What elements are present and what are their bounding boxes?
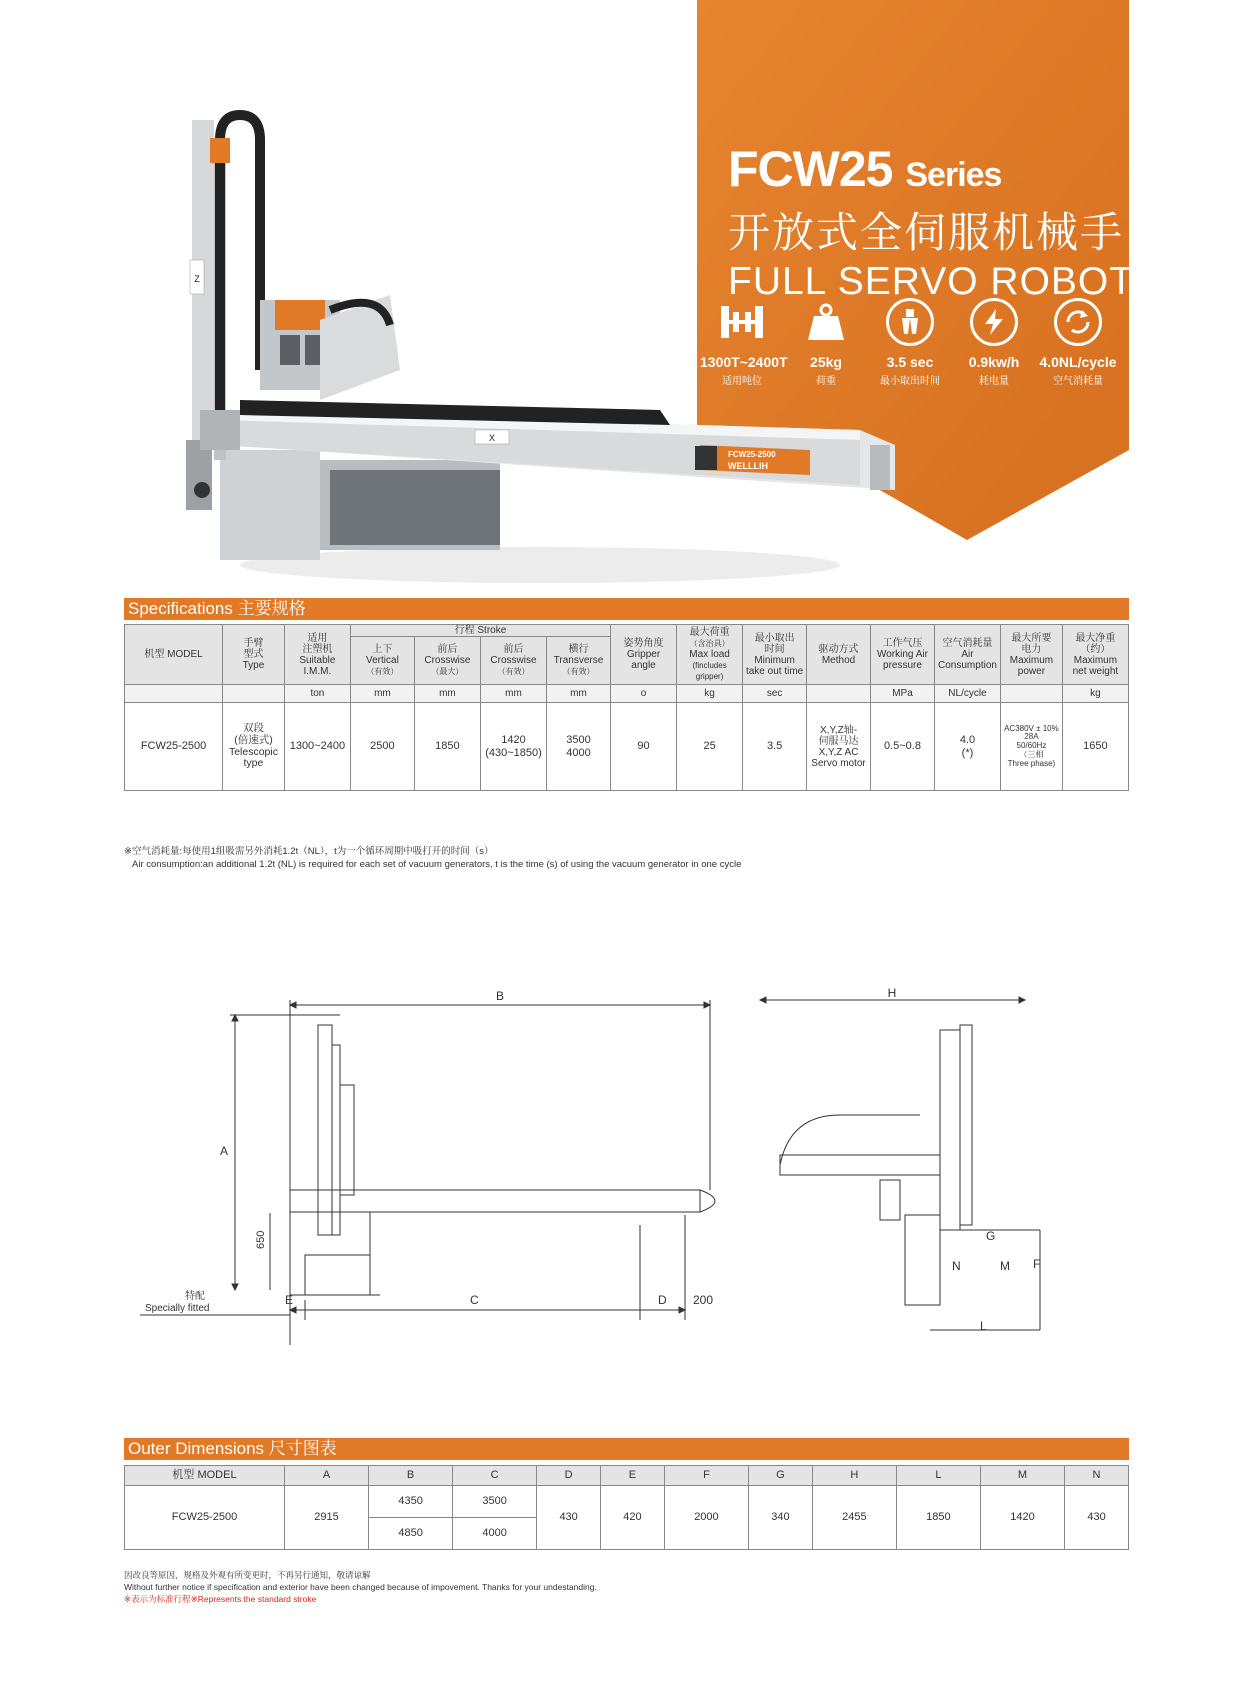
robot-image	[180, 110, 970, 590]
feature-label: 最小取出时间	[880, 376, 940, 387]
col-vertical: 上下 Vertical （有效）	[350, 637, 414, 685]
dimension-drawing	[140, 985, 1125, 1360]
specifications-header: Specifications 主要规格	[124, 598, 1129, 620]
col-gripper: 姿势角度 Gripper angle	[610, 625, 676, 685]
model-name: FCW25	[728, 141, 893, 197]
col-imm: 适用 注塑机 Suitable I.M.M.	[284, 625, 350, 685]
power-icon	[970, 298, 1018, 346]
col-takeout: 最小取出 时间 Minimum take out time	[743, 625, 807, 685]
feature-value: 3.5 sec	[886, 354, 934, 370]
dim-m: M	[1000, 1259, 1010, 1273]
col-crosswise-eff: 前后 Crosswise （有效）	[480, 637, 546, 685]
std-stroke-en: ※Represents the standard stroke	[190, 1594, 317, 1604]
dim-e: E	[285, 1293, 294, 1307]
dim-650: 650	[255, 1230, 267, 1249]
dim-b: B	[495, 989, 505, 1003]
table-row: FCW25-2500 双段 (倍速式) Telescopic type 1300~2400 2500 1850 1420 (430~1850) 3500 4000 90 25 3.5 X,Y,Z轴- 伺服马达 X,Y,Z AC Servo motor 0.5~0.8 4.0 (*) AC380V ± 10% 28A 50/60Hz （三相 Three phase) 1650	[125, 703, 1129, 791]
plate-model: FCW25-2500	[728, 450, 776, 459]
feature-label: 适用吨位	[722, 376, 762, 387]
feature-value: 0.9kw/h	[968, 354, 1020, 370]
dim-d: D	[658, 1293, 667, 1307]
axis-x-label: X	[488, 433, 496, 443]
col-maxload: 最大荷重 （含治具） Max load (fincludes gripper)	[677, 625, 743, 685]
units-row: ton mm mm mm mm o kg sec MPa NL/cycle kg	[125, 685, 1129, 703]
feature-value: 1300T~2400T	[700, 354, 788, 370]
dim-c: C	[470, 1293, 479, 1307]
footer-cn: 因改良等原因，规格及外观有所变更时，不再另行通知，敬请谅解	[124, 1570, 371, 1580]
plate-brand: WELLLIH	[728, 461, 768, 471]
air-icon	[1054, 298, 1102, 346]
specifications-table	[124, 624, 1129, 791]
dimensions-table	[124, 1465, 1129, 1550]
air-note	[124, 845, 741, 871]
dim-f: F	[1033, 1257, 1041, 1271]
series-label: Series	[905, 156, 1002, 194]
col-transverse: 横行 Transverse （有效）	[547, 637, 611, 685]
col-air-consumption: 空气消耗量 Air Consumption	[934, 625, 1000, 685]
footer-en: Without further notice if specification and exterior have been changed because of impovement. Thanks for your undestanding.	[124, 1582, 597, 1592]
dim-h: H	[887, 986, 897, 1000]
feature-label: 荷重	[816, 376, 836, 387]
dim-n: N	[952, 1259, 961, 1273]
title-en: FULL SERVO ROBOT	[728, 260, 1135, 303]
dim-l: L	[980, 1319, 987, 1333]
table-row: FCW25-2500 2915 4350 3500 430 420 2000 340 2455 1850 1420 430	[125, 1486, 1129, 1518]
col-crosswise-max: 前后 Crosswise （最大）	[414, 637, 480, 685]
feature-air	[1036, 298, 1120, 388]
col-type: 手臂 型式 Type	[223, 625, 285, 685]
dim-a: A	[219, 1144, 228, 1158]
feature-label: 空气消耗量	[1053, 376, 1103, 387]
special-en: Specially fitted	[145, 1303, 210, 1314]
table-row: 4850 4000	[125, 1518, 1129, 1550]
footer-notes	[124, 1569, 597, 1605]
dim-200: 200	[693, 1293, 714, 1307]
feature-label: 耗电量	[979, 376, 1009, 387]
dim-g: G	[986, 1229, 996, 1243]
title-cn: 开放式全伺服机械手	[728, 209, 1125, 256]
air-note-cn: ※空气消耗量:每使用1组吸需另外消耗1.2t（NL），t为一个循环周期中吸打开的时间（s）	[124, 846, 494, 857]
col-air-pressure: 工作气压 Working Air pressure	[871, 625, 935, 685]
col-model: 机型 MODEL	[125, 625, 223, 685]
col-power: 最大所要 电力 Maximum power	[1001, 625, 1063, 685]
std-stroke-cn: ※表示为标准行程	[124, 1594, 191, 1604]
axis-z-label: Z	[194, 274, 200, 284]
table-header-row: 机型 MODEL A B C D E F G H L M N	[125, 1466, 1129, 1486]
feature-value: 4.0NL/cycle	[1039, 354, 1117, 370]
outer-dimensions-header: Outer Dimensions 尺寸图表	[124, 1438, 1129, 1460]
col-weight: 最大净重 （约） Maximum net weight	[1062, 625, 1128, 685]
stroke-group: 行程 Stroke	[350, 625, 610, 637]
air-note-en: Air consumption:an additional 1.2t (NL) is required for each set of vacuum generators, t is the time (s) of using the vacuum generator in one cycle	[132, 859, 742, 870]
col-method: 驱动方式 Method	[807, 625, 871, 685]
special-cn: 特配	[185, 1291, 205, 1302]
feature-value: 25kg	[810, 354, 842, 370]
